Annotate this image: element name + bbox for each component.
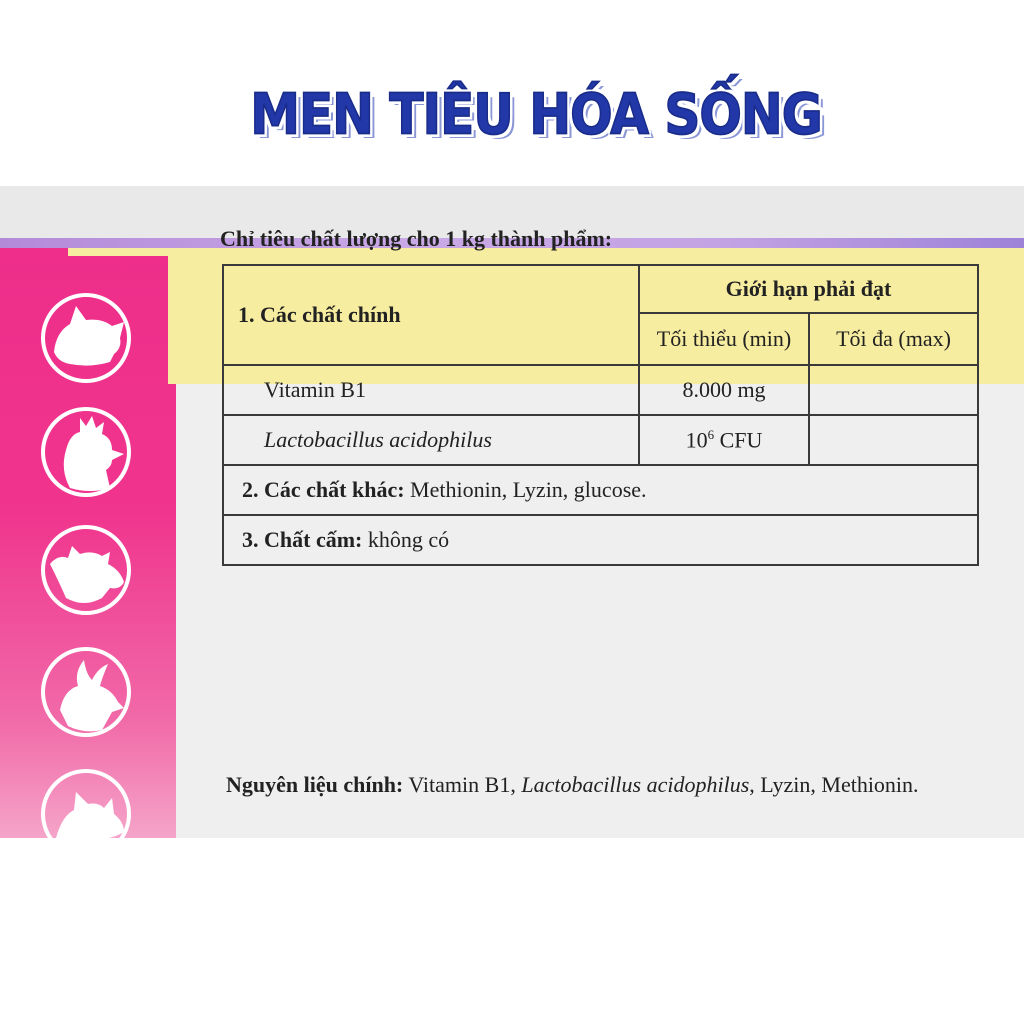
substance-name: Vitamin B1 xyxy=(223,365,639,415)
min-unit: CFU xyxy=(714,427,763,453)
limit-header: Giới hạn phải đạt xyxy=(639,265,978,313)
product-title: MEN TIÊU HÓA SỐNG xyxy=(250,82,822,147)
cow-head-icon xyxy=(40,524,132,616)
main-substances-label: 1. Các chất chính xyxy=(223,265,639,365)
substance-max xyxy=(809,415,978,465)
min-header: Tối thiểu (min) xyxy=(639,313,809,365)
ingredients-text-3: , Lyzin, Methionin. xyxy=(749,772,919,797)
other-substances-row xyxy=(223,465,978,515)
substance-name: Lactobacillus acidophilus xyxy=(223,415,639,465)
banned-substances-cell xyxy=(223,515,978,565)
rooster-head-icon xyxy=(40,406,132,498)
min-base: 10 xyxy=(685,427,708,453)
other-substances-label: 2. Các chất khác: xyxy=(242,477,405,502)
banned-substances-row xyxy=(223,515,978,565)
min-exponent: 6 xyxy=(707,426,715,442)
ingredients-text-1: Vitamin B1, xyxy=(403,772,522,797)
substance-min: 8.000 mg xyxy=(639,365,809,415)
dog-head-icon xyxy=(40,768,132,838)
spec-heading: Chỉ tiêu chất lượng cho 1 kg thành phẩm: xyxy=(220,226,613,251)
banned-substances-value: không có xyxy=(362,527,450,552)
goat-head-icon xyxy=(40,646,132,738)
ingredients-text-2: Lactobacillus acidophilus xyxy=(521,772,750,797)
ingredients-note xyxy=(226,770,996,800)
table-row xyxy=(223,415,978,465)
table-header-row xyxy=(223,265,978,313)
ingredients-label: Nguyên liệu chính: xyxy=(226,772,404,797)
max-header: Tối đa (max) xyxy=(809,313,978,365)
table-row xyxy=(223,365,978,415)
animal-side-band xyxy=(0,248,176,838)
substance-max xyxy=(809,365,978,415)
pig-head-icon xyxy=(40,292,132,384)
other-substances-value: Methionin, Lyzin, glucose. xyxy=(404,477,647,502)
banned-substances-label: 3. Chất cấm: xyxy=(242,527,363,552)
substance-min xyxy=(639,415,809,465)
spec-table xyxy=(222,264,979,566)
other-substances-cell xyxy=(223,465,978,515)
